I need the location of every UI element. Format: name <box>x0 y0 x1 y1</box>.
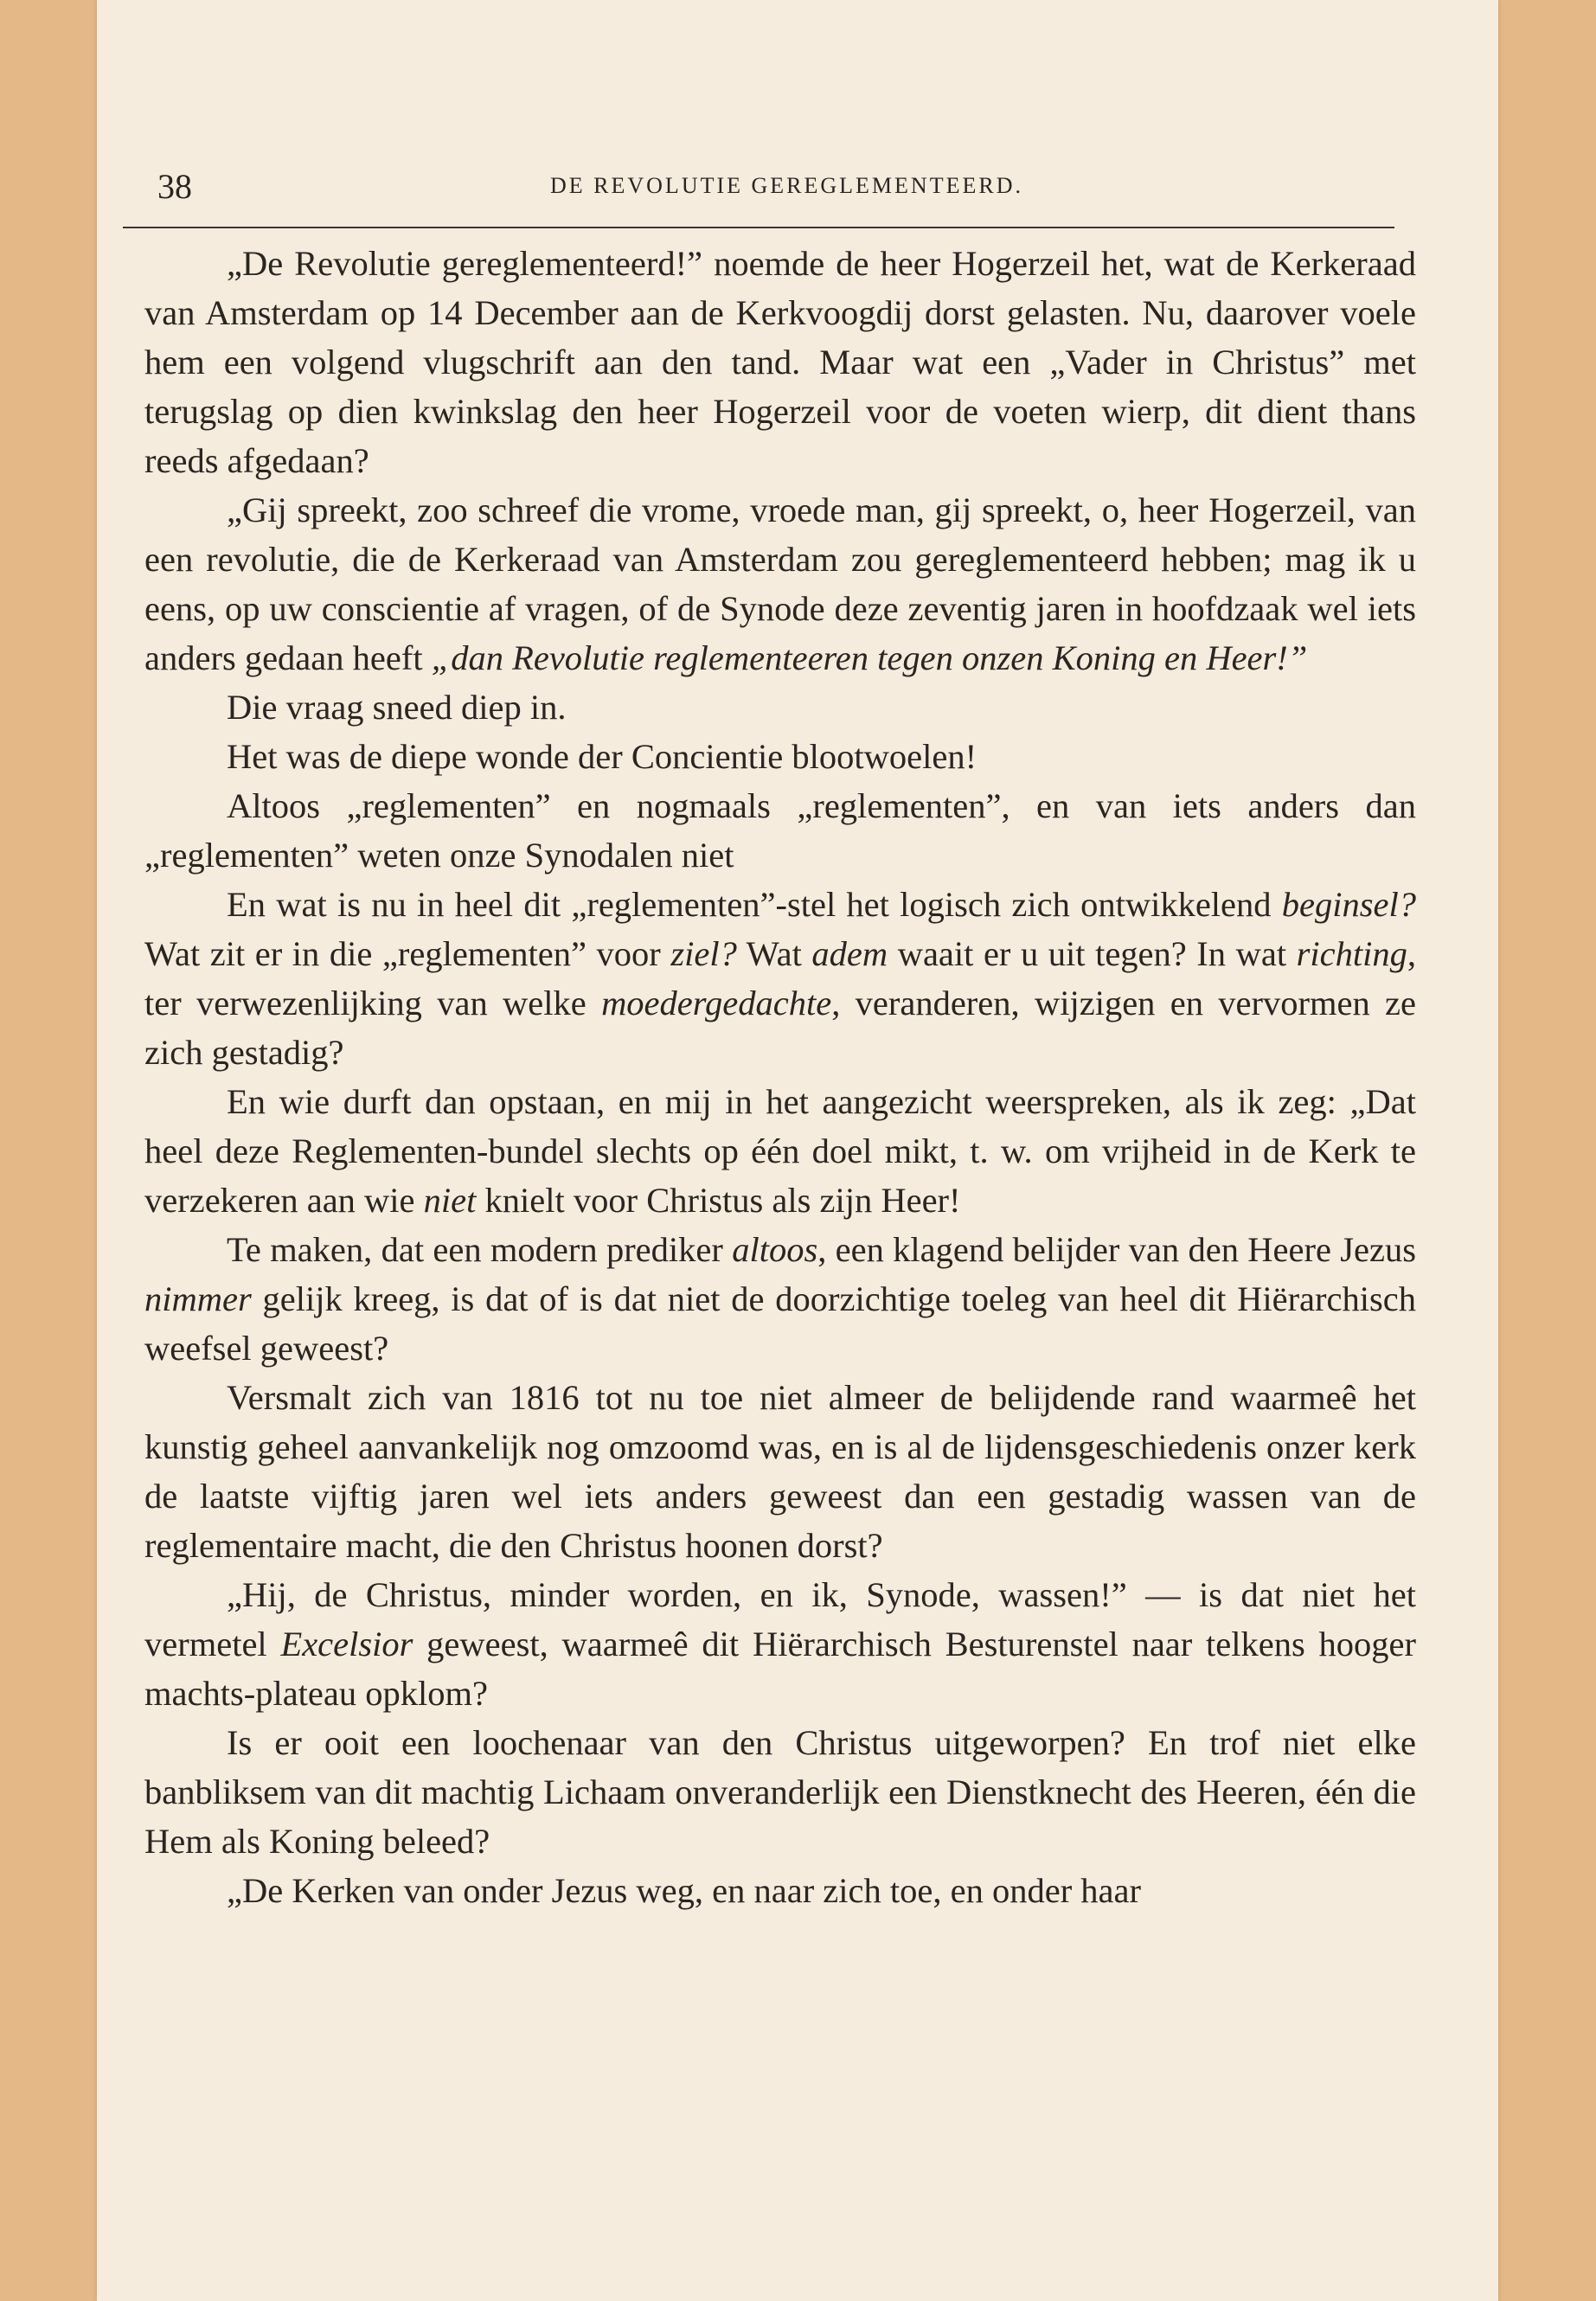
running-title: DE REVOLUTIE GEREGLEMENTEERD. <box>550 173 1023 198</box>
page-header <box>157 166 1416 209</box>
emphasis: adem <box>811 934 888 973</box>
paragraph-12: „De Kerken van onder Jezus weg, en naar zich toe, en onder haar <box>227 1871 1141 1910</box>
header-rule <box>123 227 1394 228</box>
emphasis: „dan Revolutie reglementeeren tegen onzen Koning en Heer!” <box>431 638 1308 677</box>
paragraph-8: Te maken, dat een modern prediker altoos, een klagend belijder van den Heere Jezus nimmer gelijk kreeg, is dat of is dat niet de doorzichtige toeleg van heel dit Hiërarchisch weefsel geweest? <box>144 1230 1416 1368</box>
emphasis: richting <box>1296 934 1407 973</box>
emphasis: moedergedachte <box>601 984 832 1022</box>
emphasis: nimmer <box>144 1279 252 1318</box>
paragraph-5: Altoos „reglementen” en nogmaals „reglementen”, en van iets anders dan „reglementen” weten onze Synodalen niet <box>144 786 1416 875</box>
paragraph-1: „De Revolutie gereglementeerd!” noemde de heer Hogerzeil het, wat de Kerkeraad van Amsterdam op 14 December aan de Kerkvoogdij dorst gelasten. Nu, daarover voele hem een volgend vlugschrift aan den tand. Maar wat een „Vader in Christus” met terugslag op dien kwinkslag den heer Hogerzeil voor de voeten wierp, dit dient thans reeds afgedaan? <box>144 244 1416 480</box>
paragraph-7: En wie durft dan opstaan, en mij in het aangezicht weerspreken, als ik zeg: „Dat heel deze Reglementen-bundel slechts op één doel mikt, t. w. om vrijheid in de Kerk te verzekeren aan wie niet knielt voor Christus als zijn Heer! <box>144 1082 1416 1220</box>
emphasis: ziel? <box>670 934 737 973</box>
paragraph-3: Die vraag sneed diep in. <box>227 688 567 727</box>
paragraph-9: Versmalt zich van 1816 tot nu toe niet almeer de belijdende rand waarmeê het kunstig geheel aanvankelijk nog omzoomd was, en is al de lijdensgeschiedenis onzer kerk de laatste vijftig jaren wel iets anders geweest dan een gestadig wassen van de reglementaire macht, die den Christus hoonen dorst? <box>144 1378 1416 1565</box>
paragraph-11: Is er ooit een loochenaar van den Christus uitgeworpen? En trof niet elke banbliksem van dit machtig Lichaam onveranderlijk een Dienstknecht des Heeren, één die Hem als Koning beleed? <box>144 1723 1416 1861</box>
body-text <box>144 239 1416 1915</box>
book-page <box>97 0 1498 2301</box>
paragraph-10: „Hij, de Christus, minder worden, en ik, Synode, wassen!” — is dat niet het vermetel Excelsior geweest, waarmeê dit Hiërarchisch Besturenstel naar telkens hooger machts-plateau opklom? <box>144 1575 1416 1713</box>
paragraph-6: En wat is nu in heel dit „reglementen”-stel het logisch zich ontwikkelend beginsel? Wat zit er in die „reglementen” voor ziel? Wat adem waait er u uit tegen? In wat richting, ter verwezenlijking van welke moedergedachte, veranderen, wijzigen en vervormen ze zich gestadig? <box>144 885 1416 1072</box>
paragraph-4: Het was de diepe wonde der Concientie blootwoelen! <box>227 737 977 776</box>
emphasis: Excelsior <box>280 1625 413 1663</box>
emphasis: altoos <box>732 1230 818 1269</box>
emphasis: niet <box>423 1181 477 1220</box>
page-number: 38 <box>157 167 192 206</box>
emphasis: beginsel? <box>1281 885 1416 924</box>
paragraph-2: „Gij spreekt, zoo schreef die vrome, vroede man, gij spreekt, o, heer Hogerzeil, van een revolutie, die de Kerkeraad van Amsterdam zou gereglementeerd hebben; mag ik u eens, op uw conscientie af vragen, of de Synode deze zeventig jaren in hoofdzaak wel iets anders gedaan heeft „dan Revolutie reglementeeren tegen onzen Koning en Heer!” <box>144 490 1416 677</box>
